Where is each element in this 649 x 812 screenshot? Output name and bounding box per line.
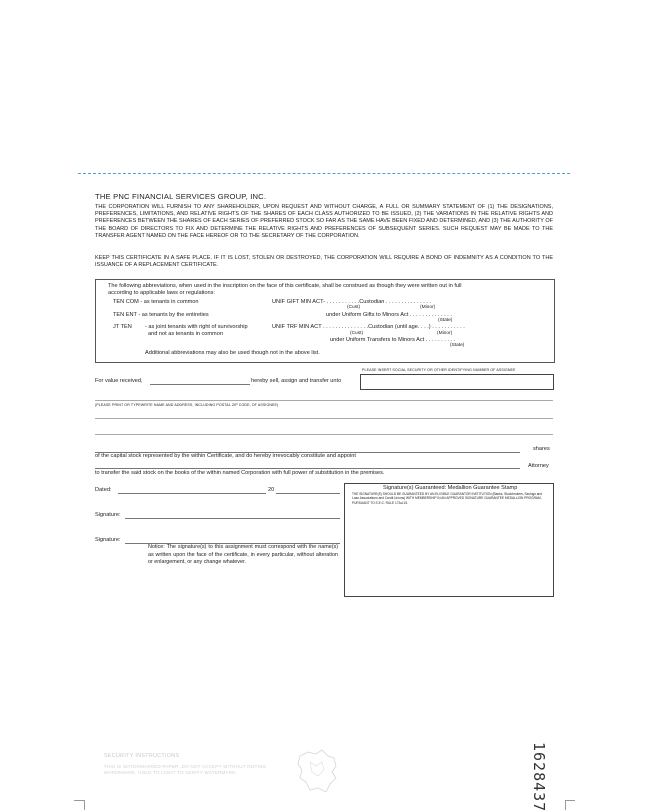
seller-name-line[interactable] bbox=[150, 384, 250, 385]
abbreviations-intro: The following abbreviations, when used in the inscription on the face of this certificate, shall be construed as though they were written out in full bbox=[108, 283, 462, 289]
safekeeping-notice: KEEP THIS CERTIFICATE IN A SAFE PLACE. IF IT IS LOST, STOLEN OR DESTROYED, THE CORPORATION WILL REQUIRE A BOND OF INDEMNITY AS A CONDITION TO THE ISSUANCE OF A REPLACEMENT CERTIFICATE. bbox=[95, 255, 553, 269]
jt-ten-line1: - as joint tenants with right of survivorship bbox=[145, 324, 248, 330]
signature-line-1[interactable] bbox=[125, 518, 340, 519]
company-name: THE PNC FINANCIAL SERVICES GROUP, INC. bbox=[95, 192, 267, 201]
state-label-1: (State) bbox=[438, 318, 453, 323]
jt-ten-line2: and not as tenants in common bbox=[148, 331, 223, 337]
security-instructions-title: SECURITY INSTRUCTIONS bbox=[104, 753, 180, 759]
jt-ten-code: JT TEN bbox=[113, 324, 132, 330]
ten-ent: TEN ENT - as tenants by the entireties bbox=[113, 312, 209, 318]
capital-stock-text: of the capital stock represented by the within Certificate, and do hereby irrevocably constitute and appoint bbox=[95, 453, 356, 459]
print-name-instruction: (PLEASE PRINT OR TYPEWRITE NAME AND ADDRESS, INCLUDING POSTAL ZIP CODE, OF ASSIGNEE) bbox=[95, 403, 279, 407]
shareholder-statement: THE CORPORATION WILL FURNISH TO ANY SHAREHOLDER, UPON REQUEST AND WITHOUT CHARGE, A FULL OR SUMMARY STATEMENT OF (1) THE DESIGNATIONS, PREFERENCES, LIMITATIONS, AND RELATIVE RIGHTS OF THE SHARES OF EACH CLASS AUTHORIZED TO BE ISSUED, (2) THE VARIATIONS IN THE RELATIVE RIGHTS AND PREFERENCES BETWEEN THE SHARES OF EACH SERIES OF PREFERRED STOCK SO FAR AS THE SAME HAVE BEEN FIXED AND DETERMINED, AND (3) THE AUTHORITY OF THE BOARD OF DIRECTORS TO FIX AND DETERMINE THE RELATIVE RIGHTS AND PREFERENCES OF SUBSEQUENT SERIES. SUCH REQUEST MAY BE MADE TO THE TRANSFER AGENT NAMED ON THE FACE HEREOF OR TO THE SECRETARY OF THE CORPORATION. bbox=[95, 204, 553, 239]
address-line-1[interactable] bbox=[95, 418, 553, 419]
dated-label: Dated: bbox=[95, 487, 112, 493]
assignee-name-line[interactable] bbox=[95, 400, 553, 401]
minor-label-2: (Minor) bbox=[437, 331, 453, 336]
cust-label-1: (Cust) bbox=[347, 305, 361, 310]
ssn-label: PLEASE INSERT SOCIAL SECURITY OR OTHER IDENTIFYING NUMBER OF ASSIGNEE bbox=[362, 368, 516, 372]
security-instructions-text: THIS IS WATERMARKED PAPER, DO NOT ACCEPT WITHOUT NOTING WATERMARK. HOLD TO LIGHT TO VERIFY WATERMARK. bbox=[104, 764, 267, 776]
medallion-title: Signature(s) Guaranteed: Medallion Guarantee Stamp bbox=[383, 485, 518, 491]
assignee-ssn-field[interactable] bbox=[360, 374, 554, 390]
unif-trf-min-act: UNIF TRF MIN ACT . . . . . . . . . . . . . . .Custodian (until age. . . .) . . . . . . . . . . . bbox=[272, 324, 465, 330]
minor-label-1: (Minor) bbox=[420, 305, 436, 310]
hereby-transfer-text: hereby sell, assign and transfer unto bbox=[251, 378, 342, 384]
signature-label-2: Signature: bbox=[95, 537, 121, 543]
attorney-label: Attorney bbox=[528, 463, 549, 469]
top-dashed-divider bbox=[78, 173, 570, 174]
crop-mark-left bbox=[84, 800, 85, 810]
crop-mark-right bbox=[565, 800, 566, 810]
unif-gift-min-act: UNIF GIFT MIN ACT- . . . . . . . . . . .Custodian . . . . . . . . . . . . . . . bbox=[272, 299, 432, 305]
gift-under-act: under Uniform Gifts to Minors Act . . . . . . . . . . . . . . bbox=[326, 312, 452, 318]
address-line-2[interactable] bbox=[95, 434, 553, 435]
signature-notice: Notice: The signature(s) to this assignment must correspond with the name(s) as written upon the face of the certificate, in every particular, without alteration or enlargement, or any change whatever. bbox=[148, 544, 338, 566]
crop-mark-left-h bbox=[74, 800, 84, 801]
shares-label: shares bbox=[533, 446, 550, 452]
for-value-received: For value received, bbox=[95, 378, 143, 384]
cust-label-2: (Cust) bbox=[350, 331, 364, 336]
abbreviations-intro-2: according to applicable laws or regulations: bbox=[108, 290, 215, 296]
additional-abbreviations: Additional abbreviations may also be used though not in the above list. bbox=[145, 350, 320, 356]
signature-label-1: Signature: bbox=[95, 512, 121, 518]
ten-com: TEN COM - as tenants in common bbox=[113, 299, 199, 305]
crop-mark-right-h bbox=[565, 800, 575, 801]
state-label-2: (State) bbox=[450, 343, 465, 348]
trf-under-act: under Uniform Transfers to Minors Act . . . . . . . . . . bbox=[330, 337, 456, 343]
certificate-serial-number: 1628437 bbox=[530, 742, 548, 812]
date-line[interactable] bbox=[118, 493, 266, 494]
medallion-instructions: THE SIGNATURE(S) SHOULD BE GUARANTEED BY AN ELIGIBLE GUARANTOR INSTITUTION (Banks, Stockbrokers, Savings and Loan Associations and Credit Unions) WITH MEMBERSHIP IN AN APPROVED SIGNATURE GUARANTEE MEDALLION PROGRAM, PURSUANT TO S.E.C. RULE 17Ad-15. bbox=[352, 492, 543, 505]
year-line[interactable] bbox=[276, 493, 340, 494]
watermark-map-icon bbox=[296, 748, 340, 794]
attorney-line[interactable] bbox=[95, 468, 520, 469]
year-prefix: 20 bbox=[268, 487, 275, 493]
transfer-books-text: to transfer the said stock on the books of the within named Corporation with full power of substitution in the premises. bbox=[95, 470, 385, 476]
